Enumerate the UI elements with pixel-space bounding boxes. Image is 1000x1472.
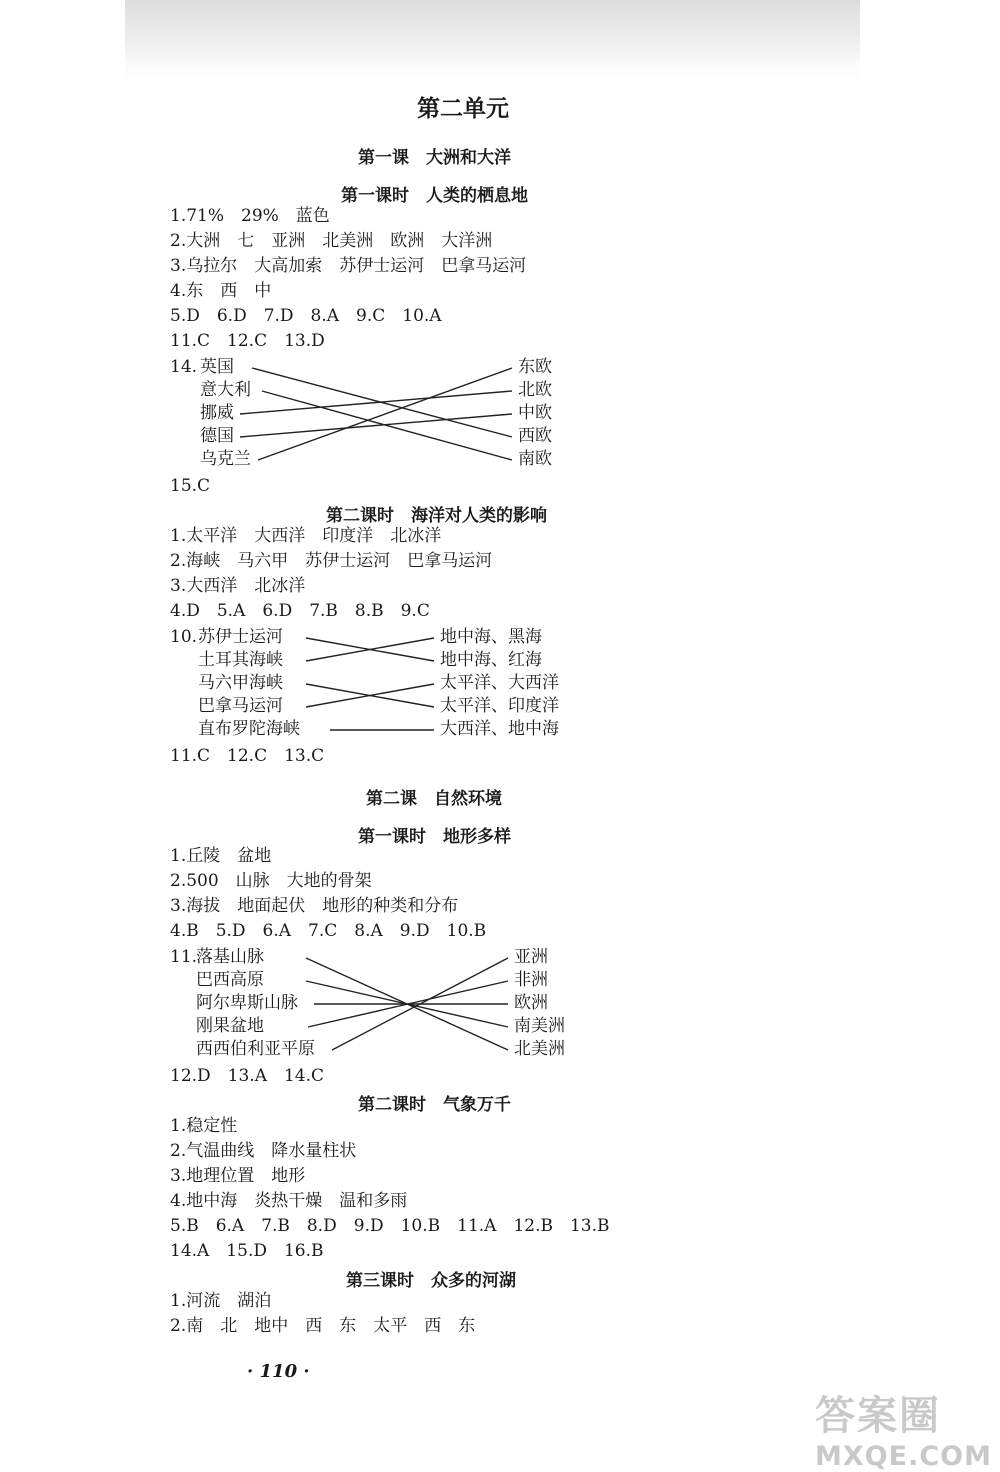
answer-line: 2.南 北 地中 西 东 太平 西 东: [170, 1316, 476, 1336]
answer-line: 14.A 15.D 16.B: [170, 1241, 324, 1261]
watermark-logo: [815, 1384, 990, 1470]
match-left-item: 阿尔卑斯山脉: [196, 993, 298, 1013]
match-right-item: 非洲: [514, 970, 548, 990]
watermark-url: MXQE.COM: [815, 1441, 992, 1472]
match-right-item: 地中海、红海: [440, 650, 542, 670]
answer-line: 4.东 西 中: [170, 281, 272, 301]
answer-line: 15.C: [170, 476, 211, 496]
answer-line: 4.B 5.D 6.A 7.C 8.A 9.D 10.B: [170, 921, 487, 941]
match-left-item: 马六甲海峡: [198, 673, 283, 693]
answer-line: 3.乌拉尔 大高加索 苏伊士运河 巴拿马运河: [170, 256, 527, 276]
period-title: 第二课时 气象万千: [358, 1095, 511, 1115]
match-left-item: 直布罗陀海峡: [198, 719, 300, 739]
answer-line: 1.稳定性: [170, 1116, 238, 1136]
unit-title: 第二单元: [417, 95, 509, 122]
match-left-item: 刚果盆地: [196, 1016, 264, 1036]
match-left-item: 英国: [200, 357, 234, 377]
match-left-item: 巴拿马运河: [198, 696, 283, 716]
answer-line: 3.地理位置 地形: [170, 1166, 306, 1186]
page-number: · 110 ·: [247, 1361, 310, 1382]
match-right-item: 太平洋、大西洋: [440, 673, 559, 693]
match-right-item: 中欧: [518, 403, 552, 423]
match-left-item: 意大利: [200, 380, 251, 400]
answer-line: 1.丘陵 盆地: [170, 846, 272, 866]
match-right-item: 西欧: [518, 426, 552, 446]
lesson-title: 第二课 自然环境: [366, 789, 502, 809]
period-title: 第一课时 人类的栖息地: [341, 186, 528, 206]
answer-line: 3.大西洋 北冰洋: [170, 576, 306, 596]
match-left-item: 挪威: [200, 403, 234, 423]
answer-line: 1.71% 29% 蓝色: [170, 206, 330, 226]
period-title: 第三课时 众多的河湖: [346, 1271, 516, 1291]
match-line: [258, 368, 512, 460]
lesson-title: 第一课 大洲和大洋: [358, 148, 511, 168]
match-right-item: 太平洋、印度洋: [440, 696, 559, 716]
watermark-brand: 答案圈: [815, 1393, 941, 1439]
match-line: [240, 391, 512, 414]
match-label: 11.: [170, 947, 198, 967]
period-title: 第一课时 地形多样: [358, 827, 511, 847]
match-right-item: 欧洲: [514, 993, 548, 1013]
match-left-item: 巴西高原: [196, 970, 264, 990]
match-right-item: 北欧: [518, 380, 552, 400]
period-title: 第二课时 海洋对人类的影响: [326, 506, 547, 526]
answer-line: 5.D 6.D 7.D 8.A 9.C 10.A: [170, 306, 442, 326]
match-right-item: 大西洋、地中海: [440, 719, 559, 739]
answer-line: 2.500 山脉 大地的骨架: [170, 871, 372, 891]
answer-line: 1.太平洋 大西洋 印度洋 北冰洋: [170, 526, 442, 546]
match-label: 14.: [170, 357, 198, 377]
answer-line: 5.B 6.A 7.B 8.D 9.D 10.B 11.A 12.B 13.B: [170, 1216, 610, 1236]
match-right-item: 南欧: [518, 449, 552, 469]
answer-line: 11.C 12.C 13.D: [170, 331, 325, 351]
match-left-item: 土耳其海峡: [198, 650, 283, 670]
answer-line: 4.地中海 炎热干燥 温和多雨: [170, 1191, 408, 1211]
answer-line: 1.河流 湖泊: [170, 1291, 272, 1311]
match-left-item: 乌克兰: [200, 449, 251, 469]
answer-line: 2.海峡 马六甲 苏伊士运河 巴拿马运河: [170, 551, 493, 571]
match-right-item: 地中海、黑海: [440, 627, 542, 647]
match-right-item: 东欧: [518, 357, 552, 377]
match-left-item: 西西伯利亚平原: [196, 1039, 315, 1059]
answer-line: 12.D 13.A 14.C: [170, 1066, 325, 1086]
match-left-item: 苏伊士运河: [198, 627, 283, 647]
answer-line: 4.D 5.A 6.D 7.B 8.B 9.C: [170, 601, 430, 621]
answer-line: 2.大洲 七 亚洲 北美洲 欧洲 大洋洲: [170, 231, 493, 251]
match-left-item: 德国: [200, 426, 234, 446]
match-right-item: 北美洲: [514, 1039, 565, 1059]
match-right-item: 亚洲: [514, 947, 548, 967]
answer-line: 11.C 12.C 13.C: [170, 746, 325, 766]
answer-line: 2.气温曲线 降水量柱状: [170, 1141, 357, 1161]
match-label: 10.: [170, 627, 198, 647]
answer-line: 3.海拔 地面起伏 地形的种类和分布: [170, 896, 459, 916]
match-right-item: 南美洲: [514, 1016, 565, 1036]
match-left-item: 落基山脉: [196, 947, 264, 967]
